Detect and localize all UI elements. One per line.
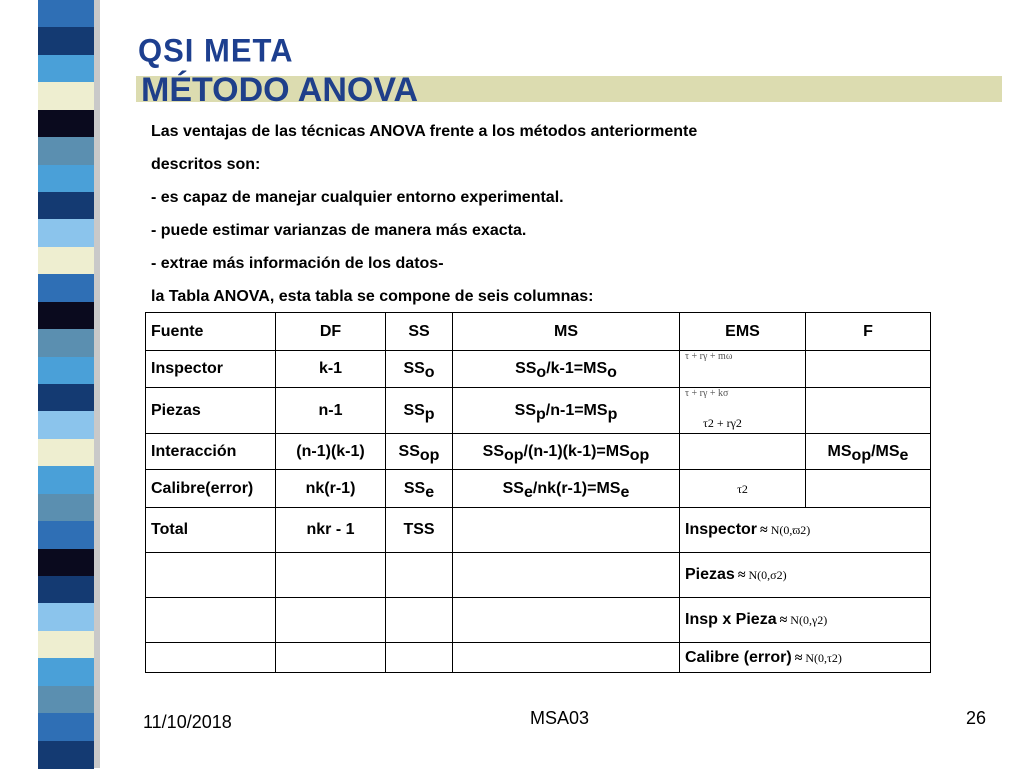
cell-fuente: Interacción: [146, 434, 276, 470]
intro-line: Las ventajas de las técnicas ANOVA frente a los métodos anteriormente: [151, 123, 698, 140]
intro-line: - es capaz de manejar cualquier entorno experimental.: [151, 189, 564, 206]
strip-block: [38, 329, 94, 357]
cell-empty: [386, 643, 453, 673]
cell-distribution: Insp x Pieza ≈ N(0,γ2): [680, 598, 931, 643]
cell-ms: SSop/(n-1)(k-1)=MSop: [453, 434, 680, 470]
header-ss: SS: [386, 313, 453, 351]
strip-block: [38, 713, 94, 741]
cell-empty: [453, 553, 680, 598]
table-row: [146, 388, 931, 434]
strip-block: [38, 384, 94, 412]
decorative-side-strip: [38, 0, 94, 768]
strip-block: [38, 192, 94, 220]
anova-table: [145, 312, 931, 673]
strip-block: [38, 55, 94, 83]
strip-block: [38, 137, 94, 165]
strip-block: [38, 0, 94, 28]
intro-line: descritos son:: [151, 156, 261, 173]
intro-line: - puede estimar varianzas de manera más exacta.: [151, 222, 527, 239]
header-ms: MS: [453, 313, 680, 351]
strip-block: [38, 686, 94, 714]
cell-df: k-1: [276, 351, 386, 388]
strip-block: [38, 549, 94, 577]
table-header-row: [146, 313, 931, 351]
cell-distribution: Calibre (error) ≈ N(0,τ2): [680, 643, 931, 673]
cell-df: (n-1)(k-1): [276, 434, 386, 470]
table-row: [146, 351, 931, 388]
header-df: DF: [276, 313, 386, 351]
strip-block: [38, 631, 94, 659]
strip-block: [38, 494, 94, 522]
cell-empty: [276, 598, 386, 643]
cell-ems: τ2: [680, 470, 806, 508]
cell-fuente: Inspector: [146, 351, 276, 388]
cell-empty: [386, 553, 453, 598]
strip-block: [38, 603, 94, 631]
slide-title: MÉTODO ANOVA: [141, 71, 419, 109]
cell-empty: [146, 643, 276, 673]
cell-ems: τ + rγ + kσ τ2 + rγ2: [680, 388, 806, 434]
cell-empty: [453, 643, 680, 673]
footer-center: MSA03: [530, 708, 590, 728]
cell-ss: SSo: [386, 351, 453, 388]
cell-empty: [276, 553, 386, 598]
cell-empty: [386, 598, 453, 643]
strip-block: [38, 165, 94, 193]
strip-block: [38, 741, 94, 769]
table-row: [146, 598, 931, 643]
cell-ms: SSo/k-1=MSo: [453, 351, 680, 388]
strip-block: [38, 658, 94, 686]
table-row: [146, 643, 931, 673]
strip-block: [38, 274, 94, 302]
cell-fuente: Calibre(error): [146, 470, 276, 508]
intro-line: - extrae más información de los datos-: [151, 255, 444, 272]
strip-block: [38, 576, 94, 604]
intro-line: la Tabla ANOVA, esta tabla se compone de seis columnas:: [151, 288, 594, 305]
cell-f: [806, 388, 931, 434]
header-f: F: [806, 313, 931, 351]
cell-df: nk(r-1): [276, 470, 386, 508]
strip-block: [38, 27, 94, 55]
footer-date: 11/10/2018: [143, 712, 232, 732]
cell-empty: [276, 643, 386, 673]
table-row: [146, 434, 931, 470]
cell-ss: SSop: [386, 434, 453, 470]
strip-block: [38, 247, 94, 275]
cell-distribution: Inspector ≈ N(0,ϖ2): [680, 508, 931, 553]
intro-text: [151, 115, 851, 313]
header-fuente: Fuente: [146, 313, 276, 351]
strip-block: [38, 82, 94, 110]
strip-block: [38, 439, 94, 467]
cell-distribution: Piezas ≈ N(0,σ2): [680, 553, 931, 598]
strip-block: [38, 521, 94, 549]
cell-ems: τ + rγ + mω: [680, 351, 806, 388]
cell-ss: SSp: [386, 388, 453, 434]
strip-block: [38, 411, 94, 439]
cell-ss: TSS: [386, 508, 453, 553]
table-row: [146, 508, 931, 553]
strip-block: [38, 466, 94, 494]
cell-empty: [146, 598, 276, 643]
cell-fuente: Piezas: [146, 388, 276, 434]
cell-ems: [680, 434, 806, 470]
cell-ms: [453, 508, 680, 553]
header-ems: EMS: [680, 313, 806, 351]
cell-f: MSop/MSe: [806, 434, 931, 470]
strip-block: [38, 302, 94, 330]
cell-empty: [453, 598, 680, 643]
cell-ss: SSe: [386, 470, 453, 508]
table-row: [146, 553, 931, 598]
cell-df: n-1: [276, 388, 386, 434]
cell-f: [806, 351, 931, 388]
cell-empty: [146, 553, 276, 598]
side-strip-shadow: [94, 0, 100, 768]
strip-block: [38, 357, 94, 385]
footer-page-number: 26: [966, 708, 987, 728]
cell-f: [806, 470, 931, 508]
logo: QSI META: [138, 32, 294, 69]
cell-df: nkr - 1: [276, 508, 386, 553]
strip-block: [38, 110, 94, 138]
cell-fuente: Total: [146, 508, 276, 553]
cell-ms: SSp/n-1=MSp: [453, 388, 680, 434]
table-row: [146, 470, 931, 508]
strip-block: [38, 219, 94, 247]
cell-ms: SSe/nk(r-1)=MSe: [453, 470, 680, 508]
